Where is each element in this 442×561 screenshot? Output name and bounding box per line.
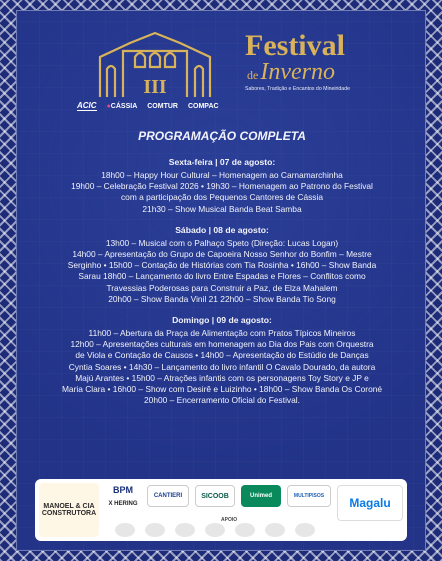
- logo-magalu: Magalu: [337, 485, 403, 521]
- header: [17, 11, 427, 123]
- program-line: Travessias Poderosas para Construir a Paz, de Elza Mahalem: [106, 282, 338, 293]
- roman-numeral: III: [143, 76, 167, 98]
- cassia-dot-icon: ●: [106, 102, 111, 110]
- logo-hering: X HERING: [108, 500, 138, 507]
- logo-manoel-cia: MANOEL & CIA CONSTRUTORA: [39, 483, 99, 537]
- sponsor-strip-top: [77, 99, 407, 113]
- program-line: 18h00 – Happy Hour Cultural – Homenagem ao Carnamarchinha: [101, 170, 343, 180]
- poster-panel: [16, 10, 426, 551]
- small-logo-5: [235, 523, 255, 537]
- small-logo-3: [175, 523, 195, 537]
- program: [17, 129, 427, 416]
- program-line: 21h30 – Show Musical Banda Beat Samba: [142, 203, 302, 214]
- small-logo-6: [265, 523, 285, 537]
- section-sunday: [17, 315, 427, 406]
- program-line: 20h00 – Encerramento Oficial do Festival.: [144, 395, 300, 406]
- section-saturday: [17, 225, 427, 305]
- program-line: 13h00 – Musical com o Palhaço Speto (Direção: Lucas Logan): [105, 237, 339, 248]
- sponsor-cassia: ●CÁSSIA: [106, 102, 138, 110]
- sponsor-acic: ACIC: [77, 101, 97, 110]
- program-line: Majú Arantes • 15h00 – Atrações infantis com os personagens Toy Story e JP e: [75, 372, 369, 383]
- program-line: 19h00 – Celebração Festival 2026 • 19h30 – Homenagem ao Patrono do Festival: [71, 181, 373, 192]
- program-line: Sarau 18h00 – Lançamento do livro Entre Espadas e Flores – Conflitos como: [78, 271, 366, 282]
- program-line: com a participação dos Pequenos Cantores de Cássia: [120, 192, 324, 203]
- apoio-label: APOIO: [221, 517, 238, 523]
- section-heading: Sábado | 08 de agosto:: [175, 224, 269, 235]
- logo-multipisos: MULTIPISOS: [287, 485, 331, 507]
- program-title: PROGRAMAÇÃO COMPLETA: [138, 129, 306, 143]
- program-line: 12h00 – Apresentações culturais em homenagem ao Dia dos Pais com Orquestra: [70, 339, 374, 350]
- logo-unimed: Unimed: [241, 485, 281, 507]
- sponsor-comtur: COMTUR: [147, 102, 178, 110]
- logo-bpm: BPM: [113, 484, 133, 495]
- sponsor-footer: [35, 479, 407, 541]
- program-line: de Viola e Contação de Causos • 14h00 – Apresentação do Estúdio de Danças: [75, 350, 369, 361]
- sponsor-compac: COMPAC: [187, 102, 219, 110]
- program-line: Maria Clara • 16h00 – Show com Desirê e Luizinho • 18h00 – Show Banda Os Coroné: [61, 384, 383, 395]
- festival-inverno: Inverno: [260, 59, 335, 85]
- festival-title: Festival: [245, 29, 345, 62]
- tagline: Sabores, Tradição e Encantos do Mineiridade: [245, 86, 350, 92]
- program-line: Cyntia Soares • 14h30 – Lançamento do livro infantil O Cavalo Dourado, da autora: [68, 361, 376, 372]
- small-logo-4: [205, 523, 225, 537]
- section-heading: Domingo | 09 de agosto:: [172, 315, 272, 326]
- small-logo-1: [115, 523, 135, 537]
- small-logo-7: [295, 523, 315, 537]
- logo-sicoob: SICOOB: [195, 485, 235, 507]
- building-logo: [95, 29, 215, 99]
- program-line: 14h00 – Apresentação do Grupo de Capoeira Nosso Senhor do Bonfim – Mestre: [72, 249, 372, 260]
- small-logo-2: [145, 523, 165, 537]
- logo-cantieri: CANTIERI: [147, 485, 189, 507]
- section-friday: [17, 157, 427, 215]
- program-line: Serginho • 15h00 – Contação de Histórias com Tia Rosinha • 16h00 – Show Banda: [67, 260, 377, 271]
- program-line: 11h00 – Abertura da Praça de Alimentação com Pratos Típicos Mineiros: [88, 328, 356, 339]
- program-line: 20h00 – Show Banda Vinil 21 22h00 – Show Banda Tio Song: [108, 293, 336, 304]
- festival-subtitle: [247, 59, 335, 86]
- festival-de: de: [247, 68, 259, 82]
- section-heading: Sexta-feira | 07 de agosto:: [168, 157, 276, 167]
